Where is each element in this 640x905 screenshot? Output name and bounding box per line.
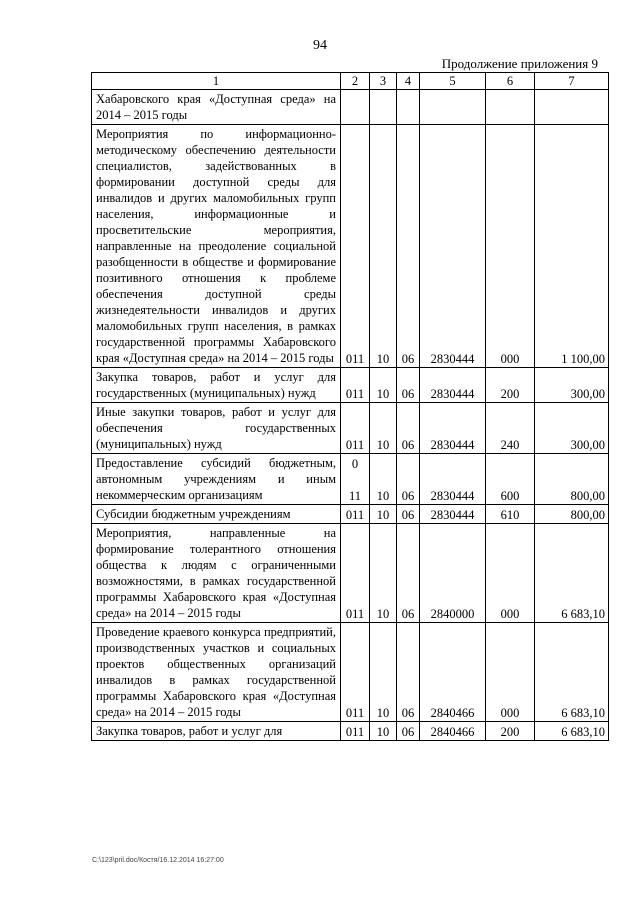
cell-subsection-code: 06: [397, 722, 420, 741]
row-name: Субсидии бюджетным учреждениям: [92, 505, 341, 524]
row-name: Иные закупки товаров, работ и услуг для обеспечения государственных (муниципальных) нужд: [92, 403, 341, 454]
cell-expense-type: 000: [486, 125, 535, 368]
cell-subsection-code: 06: [397, 125, 420, 368]
cell-amount: 800,00: [535, 505, 609, 524]
cell-subsection-code: [397, 90, 420, 125]
cell-expense-type: [486, 90, 535, 125]
cell-target-article: 2840466: [420, 722, 486, 741]
cell-section-code: 10: [370, 454, 397, 505]
table-row: [92, 454, 609, 505]
cell-amount: 6 683,10: [535, 623, 609, 722]
cell-section-code: 10: [370, 403, 397, 454]
cell-amount: 300,00: [535, 368, 609, 403]
table-row: [92, 524, 609, 623]
cell-amount: 300,00: [535, 403, 609, 454]
cell-target-article: 2840466: [420, 623, 486, 722]
page-number: 94: [313, 38, 327, 53]
cell-administrator-code: 0 11: [341, 454, 370, 505]
cell-expense-type: 600: [486, 454, 535, 505]
cell-administrator-code: 011: [341, 722, 370, 741]
table-row: [92, 90, 609, 125]
cell-target-article: 2840000: [420, 524, 486, 623]
cell-expense-type: 000: [486, 524, 535, 623]
cell-administrator-code: 011: [341, 368, 370, 403]
table-header-row: [92, 73, 609, 90]
cell-administrator-code: 011: [341, 524, 370, 623]
column-header: 4: [397, 73, 420, 90]
cell-amount: 6 683,10: [535, 722, 609, 741]
cell-expense-type: 000: [486, 623, 535, 722]
row-name: Проведение краевого конкурса предприятий, производственных участков и социальных проектов общественных организаций инвалидов в рамках государственной программы Хабаровского края «Доступная среда» на 2014 – 2015 годы: [92, 623, 341, 722]
table-row: [92, 623, 609, 722]
cell-expense-type: 610: [486, 505, 535, 524]
cell-section-code: 10: [370, 505, 397, 524]
appendix-continuation: Продолжение приложения 9: [441, 56, 598, 71]
row-name: Мероприятия, направленные на формирование толерантного отношения общества к людям с ограниченными возможностями, в рамках государственной программы Хабаровского края «Доступная среда» на 2014 – 2015 годы: [92, 524, 341, 623]
cell-administrator-code: 011: [341, 505, 370, 524]
cell-amount: 800,00: [535, 454, 609, 505]
row-name: Мероприятия по информационно-методическому обеспечению деятельности специалистов, задействованных в формировании доступной среды для инвалидов и других маломобильных групп населения, информационные и просветительские мероприятия, направленные на преодоление социальной разобщенности в обществе и формирование позитивного отношения к проблеме обеспечения доступной среды жизнедеятельности инвалидов и других маломобильных групп населения, в рамках государственной программы Хабаровского края «Доступная среда» на 2014 – 2015 годы: [92, 125, 341, 368]
cell-section-code: 10: [370, 623, 397, 722]
budget-table: [91, 72, 609, 741]
cell-subsection-code: 06: [397, 368, 420, 403]
cell-section-code: 10: [370, 722, 397, 741]
cell-expense-type: 200: [486, 722, 535, 741]
cell-section-code: [370, 90, 397, 125]
column-header: 2: [341, 73, 370, 90]
cell-subsection-code: 06: [397, 524, 420, 623]
cell-subsection-code: 06: [397, 454, 420, 505]
cell-expense-type: 200: [486, 368, 535, 403]
table-row: [92, 722, 609, 741]
cell-administrator-code: [341, 90, 370, 125]
row-name: Закупка товаров, работ и услуг для: [92, 722, 341, 741]
column-header: 7: [535, 73, 609, 90]
row-name: Предоставление субсидий бюджетным, автономным учреждениям и иным некоммерческим организациям: [92, 454, 341, 505]
column-header: 5: [420, 73, 486, 90]
column-header: 1: [92, 73, 341, 90]
cell-subsection-code: 06: [397, 505, 420, 524]
cell-subsection-code: 06: [397, 403, 420, 454]
file-path-footer: C:\123\pril.doc/Костя/16.12.2014 16:27:00: [92, 857, 224, 864]
cell-target-article: 2830444: [420, 125, 486, 368]
cell-expense-type: 240: [486, 403, 535, 454]
table-row: [92, 403, 609, 454]
column-header: 6: [486, 73, 535, 90]
cell-section-code: 10: [370, 524, 397, 623]
cell-subsection-code: 06: [397, 623, 420, 722]
column-header: 3: [370, 73, 397, 90]
cell-target-article: 2830444: [420, 505, 486, 524]
row-name: Закупка товаров, работ и услуг для государственных (муниципальных) нужд: [92, 368, 341, 403]
cell-administrator-code: 011: [341, 125, 370, 368]
cell-administrator-code: 011: [341, 623, 370, 722]
cell-section-code: 10: [370, 368, 397, 403]
cell-amount: 6 683,10: [535, 524, 609, 623]
cell-amount: 1 100,00: [535, 125, 609, 368]
cell-target-article: 2830444: [420, 454, 486, 505]
cell-section-code: 10: [370, 125, 397, 368]
cell-target-article: [420, 90, 486, 125]
cell-target-article: 2830444: [420, 368, 486, 403]
table-row: [92, 505, 609, 524]
cell-administrator-code: 011: [341, 403, 370, 454]
table-row: [92, 125, 609, 368]
table-row: [92, 368, 609, 403]
cell-target-article: 2830444: [420, 403, 486, 454]
cell-amount: [535, 90, 609, 125]
row-name: Хабаровского края «Доступная среда» на 2014 – 2015 годы: [92, 90, 341, 125]
